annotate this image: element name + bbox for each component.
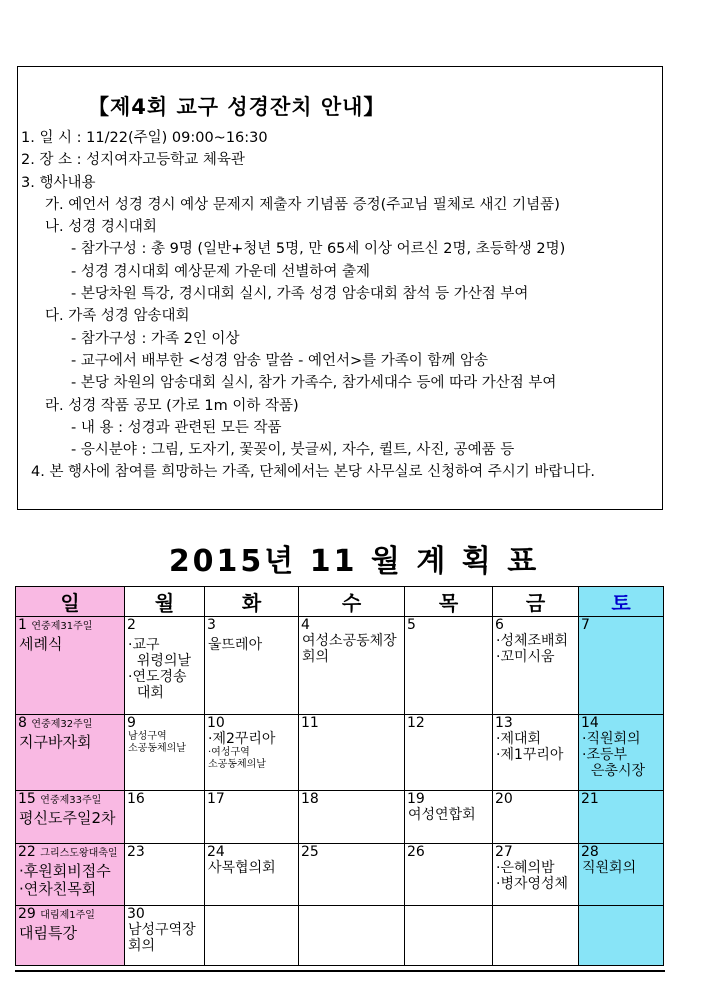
day-number-line [493,791,578,807]
day-number: 12 [407,715,425,731]
monthly-calendar [15,586,664,966]
event-item: 대림특강 [19,924,77,942]
day-number-line [16,906,124,924]
calendar-week-row [16,791,664,844]
notice-line: 1. 일 시 : 11/22(주일) 09:00~16:30 [21,130,268,146]
calendar-day-cell [299,791,405,844]
day-number-line [493,617,578,633]
day-number-line [125,791,204,807]
day-number: 13 [495,715,513,731]
day-number-line [205,617,298,633]
calendar-day-cell [205,617,299,715]
event-notice-box [17,66,663,510]
day-number-line [405,844,492,860]
calendar-day-cell [579,906,664,966]
calendar-day-cell [16,844,125,906]
calendar-day-cell [125,844,205,906]
event-item: 여성연합회 [408,807,476,823]
notice-line: 라. 성경 작품 공모 (가로 1m 이하 작품) [45,397,299,414]
calendar-day-cell [299,906,405,966]
notice-line: 가. 예언서 성경 경시 예상 문제지 제출자 기념품 증정(주교님 필체로 새긴 기념품) [45,196,560,213]
day-number: 18 [301,791,319,807]
day-number-line [205,791,298,807]
weekday-header: 토 [579,587,664,617]
calendar-day-cell [493,617,579,715]
day-number: 1 [18,617,27,633]
event-item: ·후원회비접수 [19,862,111,880]
notice-line: - 성경 경시대회 예상문제 가운데 선별하여 출제 [71,263,371,280]
notice-lines [21,127,661,484]
day-number: 16 [127,791,145,807]
event-item: ·연도경송 [128,669,187,685]
day-number: 15 [18,791,36,807]
notice-line: - 교구에서 배부한 <성경 암송 말씀 - 예언서>를 가족이 함께 암송 [71,352,489,369]
calendar-title: 2015년 11 월 계 획 표 [168,544,540,579]
day-number: 8 [18,715,27,731]
day-number: 9 [127,715,136,731]
calendar-week-row [16,617,664,715]
notice-line: - 참가구성 : 총 9명 (일반+청년 5명, 만 65세 이상 어르신 2명, 초등학생 2명) [71,241,566,258]
calendar-day-cell [493,906,579,966]
day-number: 21 [581,791,599,807]
event-item: 회의 [128,938,156,954]
calendar-day-cell [493,844,579,906]
event-item: 소공동체의날 [208,759,266,770]
notice-line: 2. 장 소 : 성지여자고등학교 체육관 [21,152,245,169]
calendar-day-cell [16,715,125,791]
notice-title: 【제4회 교구 성경잔치 안내】 [88,95,386,119]
liturgical-note: 대림제1주일 [40,910,95,921]
notice-line: 나. 성경 경시대회 [45,219,157,236]
calendar-day-cell [205,791,299,844]
calendar-day-cell [405,791,493,844]
day-number-line [405,791,492,807]
event-item: 여성소공동체장 [302,633,397,649]
day-number: 25 [301,844,319,860]
calendar-day-cell [16,617,125,715]
day-number: 6 [495,617,504,633]
calendar-day-cell [405,617,493,715]
calendar-day-cell [579,715,664,791]
event-item: 남성구역 [128,731,167,742]
day-number: 22 [18,844,36,860]
event-item: 소공동체의날 [128,743,186,754]
calendar-day-cell [405,844,493,906]
day-number: 11 [301,715,319,731]
calendar-day-cell [125,791,205,844]
calendar-week-row [16,715,664,791]
day-number-line [125,844,204,860]
day-number-line [205,715,298,731]
calendar-day-cell [493,791,579,844]
bottom-divider [15,970,665,972]
calendar-day-cell [205,906,299,966]
event-item: ·은혜의밤 [496,860,555,876]
day-number-line [299,715,404,731]
day-number: 24 [207,844,225,860]
calendar-day-cell [299,715,405,791]
day-number-line [16,715,124,733]
notice-line: - 본당 차원의 암송대회 실시, 참가 가족수, 참가세대수 등에 따라 가산점 부여 [71,375,557,392]
day-number: 30 [127,906,145,922]
event-item: 은총시장 [582,763,645,779]
calendar-day-cell [579,844,664,906]
weekday-header: 수 [299,587,405,617]
calendar-week-row [16,844,664,906]
calendar-day-cell [16,791,125,844]
event-item: ·직원회의 [582,731,641,747]
day-number: 2 [127,617,136,633]
liturgical-note: 연중제33주일 [40,795,102,806]
day-number-line [493,844,578,860]
event-item: ·제2꾸리아 [208,731,276,747]
calendar-day-cell [405,906,493,966]
event-item: 위령의날 [128,653,191,669]
event-item: ·성체조배회 [496,633,569,649]
calendar-day-cell [405,715,493,791]
event-item: 울뜨레아 [208,637,263,653]
day-number-line [125,617,204,633]
day-number-line [205,844,298,860]
day-number-line [125,906,204,922]
event-item: 사목협의회 [208,860,276,876]
day-number-line [405,715,492,731]
day-number: 5 [407,617,416,633]
day-number-line [16,791,124,809]
day-number: 4 [301,617,310,633]
calendar-day-cell [125,906,205,966]
day-number: 26 [407,844,425,860]
liturgical-note: 연중제31주일 [31,621,93,632]
calendar-day-cell [493,715,579,791]
day-number: 14 [581,715,599,731]
event-item: ·병자영성체 [496,876,569,892]
event-item: ·제1꾸리아 [496,747,564,763]
day-number-line [579,617,663,633]
calendar-day-cell [125,617,205,715]
event-item: ·교구 [128,637,160,653]
event-item: 지구바자회 [19,733,92,751]
event-item: 남성구역장 [128,922,196,938]
calendar-day-cell [299,844,405,906]
notice-line: 다. 가족 성경 암송대회 [45,308,190,325]
day-number-line [493,715,578,731]
day-number: 3 [207,617,216,633]
day-number-line [405,617,492,633]
day-number-line [299,617,404,633]
event-item: 회의 [302,649,330,665]
calendar-day-cell [125,715,205,791]
day-number: 7 [581,617,590,633]
calendar-day-cell [299,617,405,715]
day-number: 23 [127,844,145,860]
weekday-header: 금 [493,587,579,617]
day-number-line [125,715,204,731]
notice-line: - 참가구성 : 가족 2인 이상 [71,330,240,347]
event-item: ·꼬미시움 [496,649,555,665]
calendar-day-cell [579,617,664,715]
day-number-line [579,844,663,860]
calendar-day-cell [579,791,664,844]
day-number: 27 [495,844,513,860]
weekday-header-row [16,587,664,617]
weekday-header: 월 [125,587,205,617]
notice-line: - 응시분야 : 그림, 도자기, 꽃꽂이, 붓글씨, 자수, 퀼트, 사진, 공예품 등 [71,442,515,459]
day-number-line [16,844,124,862]
weekday-header: 목 [405,587,493,617]
day-number: 20 [495,791,513,807]
notice-line: 3. 행사내용 [21,174,96,191]
day-number: 17 [207,791,225,807]
day-number-line [299,791,404,807]
event-item: 대회 [128,685,164,701]
liturgical-note: 그리스도왕대축일 [40,848,118,859]
event-item: 직원회의 [582,860,637,876]
calendar-day-cell [205,844,299,906]
day-number: 10 [207,715,225,731]
event-item: ·제대회 [496,731,542,747]
liturgical-note: 연중제32주일 [31,719,93,730]
calendar-week-row [16,906,664,966]
calendar-day-cell [205,715,299,791]
day-number: 28 [581,844,599,860]
event-item: 세례식 [19,635,63,653]
day-number: 29 [18,906,36,922]
day-number-line [579,715,663,731]
day-number-line [299,844,404,860]
weekday-header: 화 [205,587,299,617]
event-item: ·여성구역 [208,747,250,758]
day-number-line [579,791,663,807]
day-number-line [16,617,124,635]
calendar-day-cell [16,906,125,966]
notice-line: 4. 본 행사에 참여를 희망하는 가족, 단체에서는 본당 사무실로 신청하여 주시기 바랍니다. [31,464,595,481]
event-item: ·연차친목회 [19,880,97,898]
event-item: 평신도주일2차 [19,809,116,827]
day-number: 19 [407,791,425,807]
event-item: ·조등부 [582,747,628,763]
weekday-header: 일 [16,587,125,617]
notice-line: - 본당차원 특강, 경시대회 실시, 가족 성경 암송대회 참석 등 가산점 부여 [71,286,529,303]
notice-line: - 내 용 : 성경과 관련된 모든 작품 [71,419,282,436]
